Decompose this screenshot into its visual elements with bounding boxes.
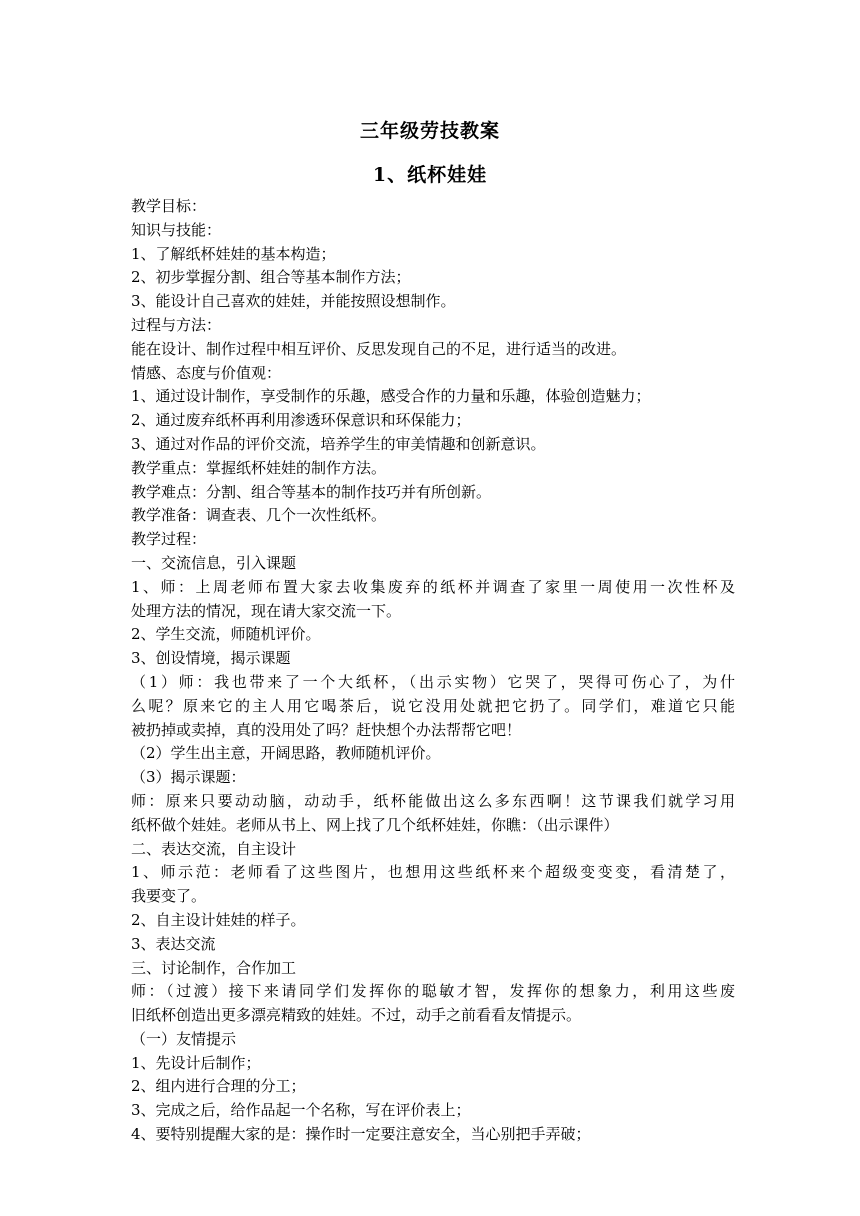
text-line: 教学难点：分割、组合等基本的制作技巧并有所创新。: [131, 482, 492, 501]
text-line: 3、完成之后，给作品起一个名称，写在评价表上；: [131, 1101, 471, 1120]
text-line: 处理方法的情况，现在请大家交流一下。: [131, 601, 402, 620]
text-line: 教学目标：: [131, 197, 207, 215]
text-line: 3、通过对作品的评价交流，培养学生的审美情趣和创新意识。: [131, 434, 546, 453]
text-line: （1）师：我也带来了一个大纸杯，（出示实物）它哭了，哭得可伤心了，为什: [131, 672, 735, 691]
document-title: 三年级劳技教案: [359, 120, 500, 142]
text-line: 教学重点：掌握纸杯娃娃的制作方法。: [131, 458, 387, 477]
text-line: 纸杯做个娃娃。老师从书上、网上找了几个纸杯娃娃，你瞧：（出示课件）: [131, 815, 619, 834]
text-line: 1、师示范：老师看了这些图片，也想用这些纸杯来个超级变变变，看清楚了，: [131, 863, 735, 882]
text-line: 二、表达交流，自主设计: [131, 839, 297, 858]
text-line: 一、交流信息，引入课题: [131, 553, 297, 572]
text-line: 情感、态度与价值观：: [131, 363, 282, 382]
lesson-body: [131, 195, 735, 1147]
text-line: 过程与方法：: [131, 315, 222, 334]
text-line: 4、要特别提醒大家的是：操作时一定要注意安全，当心别把手弄破；: [131, 1125, 591, 1144]
text-line: 2、组内进行合理的分工；: [131, 1077, 306, 1096]
text-line: 教学准备：调查表、几个一次性纸杯。: [131, 506, 387, 525]
text-line: 么呢？原来它的主人用它喝茶后，说它没用处就把它扔了。同学们，难道它只能: [131, 696, 735, 715]
text-line: 知识与技能：: [131, 220, 222, 239]
text-line: 被扔掉或卖掉，真的没用处了吗？赶快想个办法帮帮它吧！: [131, 720, 522, 739]
text-line: 1、了解纸杯娃娃的基本构造；: [131, 244, 336, 263]
text-line: （2）学生出主意，开阔思路，教师随机评价。: [131, 744, 441, 763]
text-line: （一）友情提示: [131, 1029, 237, 1048]
text-line: 旧纸杯创造出更多漂亮精致的娃娃。不过，动手之前看看友情提示。: [131, 1006, 582, 1025]
text-line: 1、通过设计制作，享受制作的乐趣，感受合作的力量和乐趣，体验创造魅力；: [131, 387, 651, 406]
text-line: 师：（过渡）接下来请同学们发挥你的聪敏才智，发挥你的想象力，利用这些废: [131, 982, 735, 1001]
text-line: 3、能设计自己喜欢的娃娃，并能按照设想制作。: [131, 292, 456, 311]
text-line: 2、自主设计娃娃的样子。: [131, 910, 306, 929]
text-line: 2、初步掌握分割、组合等基本制作方法；: [131, 268, 411, 287]
text-line: 3、表达交流: [131, 934, 216, 953]
text-line: （3）揭示课题：: [131, 768, 246, 787]
text-line: 三、讨论制作，合作加工: [131, 958, 297, 977]
text-line: 2、通过废弃纸杯再利用渗透环保意识和环保能力；: [131, 411, 471, 430]
text-line: 我要变了。: [131, 887, 207, 906]
lesson-title: 1、纸杯娃娃: [372, 164, 488, 186]
text-line: 1、师：上周老师布置大家去收集废弃的纸杯并调查了家里一周使用一次性杯及: [131, 577, 735, 596]
text-line: 3、创设情境，揭示课题: [131, 649, 291, 668]
text-line: 能在设计、制作过程中相互评价、反思发现自己的不足，进行适当的改进。: [131, 339, 627, 358]
text-line: 1、先设计后制作；: [131, 1053, 261, 1072]
text-line: 师：原来只要动动脑，动动手，纸杯能做出这么多东西啊！这节课我们就学习用: [131, 791, 735, 810]
text-line: 教学过程：: [131, 530, 207, 549]
text-line: 2、学生交流，师随机评价。: [131, 625, 321, 644]
